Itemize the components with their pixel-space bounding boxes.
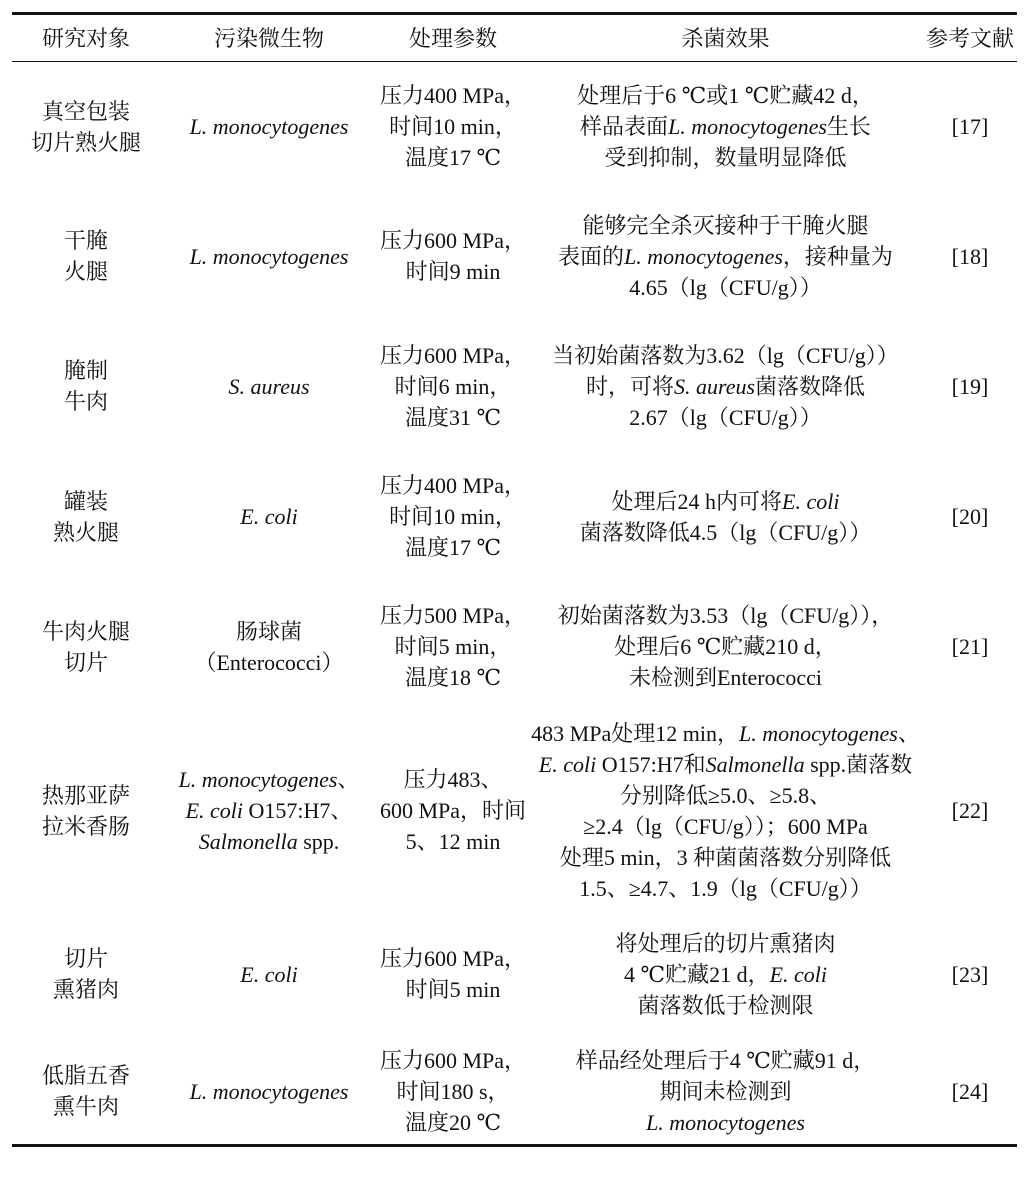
cell-microbe (160, 910, 378, 1039)
cell-line: 热那亚萨 (41, 782, 130, 808)
table-row (12, 1039, 1017, 1146)
species-name: E. coli (538, 751, 597, 777)
cell-effect (528, 321, 923, 452)
cell-line: 时间180 s， (396, 1078, 510, 1104)
text-segment: 菌落数降低 (755, 373, 866, 399)
species-name: E. coli (782, 488, 840, 514)
cell-params (378, 321, 528, 452)
cell-line (530, 402, 921, 433)
text-segment: 、 (337, 767, 360, 792)
cell-line (162, 647, 376, 678)
cell-line (530, 371, 921, 402)
cell-line: 切片 (63, 649, 108, 675)
text-segment: 未检测到Enterococci (628, 665, 823, 690)
cell-line (530, 600, 921, 631)
cell-reference: [21] (951, 634, 989, 659)
text-segment: 处理后于6 ℃或1 ℃贮藏42 d， (577, 83, 874, 109)
cell-line: 低脂五香 (41, 1063, 130, 1089)
cell-params (378, 192, 528, 321)
cell-microbe (160, 192, 378, 321)
cell-line: 压力600 MPa， (380, 1047, 527, 1073)
header-effect: 杀菌效果 (528, 14, 923, 62)
text-segment: 样品表面 (580, 114, 669, 140)
species-name: E. coli (185, 798, 244, 823)
cell-line: 压力400 MPa， (380, 83, 527, 109)
cell-line (530, 272, 921, 303)
table-row (12, 62, 1017, 192)
cell-line: 温度17 ℃ (404, 145, 502, 171)
cell-microbe (160, 712, 378, 910)
cell-line: 压力600 MPa， (380, 228, 527, 253)
cell-effect (528, 452, 923, 582)
cell-line: 温度18 ℃ (404, 665, 502, 690)
species-name: L. monocytogenes (738, 720, 898, 746)
cell-line: 压力483、 (403, 767, 503, 792)
text-segment: 表面的 (558, 243, 625, 269)
cell-line (530, 1045, 921, 1076)
cell-line: 时间9 min (405, 259, 501, 284)
cell-line (530, 811, 921, 842)
header-row (12, 14, 1017, 62)
text-segment: 4.65（lg（CFU/g）） (629, 274, 822, 300)
cell-line (162, 241, 376, 272)
cell-reference: [20] (951, 504, 989, 529)
text-segment: 期间未检测到 (659, 1078, 792, 1104)
species-name: Salmonella (198, 829, 298, 854)
cell-line: 罐装 (63, 488, 108, 514)
cell-line (530, 631, 921, 662)
text-segment: 样品经处理后于4 ℃贮藏91 d， (575, 1047, 876, 1073)
species-name: S. aureus (228, 373, 310, 399)
species-name: L. monocytogenes (668, 114, 827, 140)
cell-effect (528, 712, 923, 910)
species-name: L. monocytogenes (646, 1109, 805, 1135)
text-segment: 、 (897, 720, 920, 746)
cell-params (378, 582, 528, 712)
cell-line: 压力600 MPa， (380, 342, 527, 368)
cell-effect (528, 582, 923, 712)
cell-line (162, 1076, 376, 1107)
cell-params (378, 712, 528, 910)
cell-line (162, 959, 376, 990)
text-segment: 处理后24 h内可将 (611, 488, 783, 514)
text-segment: 生长 (826, 114, 871, 140)
cell-line: 时间10 min， (389, 114, 517, 140)
cell-line: 干腌 (63, 228, 108, 253)
cell-subject (12, 452, 160, 582)
text-segment: 分别降低≥5.0、≥5.8、 (619, 782, 832, 808)
text-segment: 初始菌落数为3.53（lg（CFU/g））， (557, 603, 894, 628)
cell-line: 时间10 min， (389, 504, 517, 529)
cell-line (530, 340, 921, 371)
cell-line (530, 842, 921, 873)
cell-line: 腌制 (63, 358, 108, 383)
cell-line: 温度17 ℃ (404, 535, 502, 560)
species-name: E. coli (240, 961, 298, 987)
cell-line: 切片 (63, 946, 108, 971)
text-segment: O157:H7和 (596, 751, 706, 777)
cell-line: 熏牛肉 (52, 1094, 119, 1120)
table-row (12, 192, 1017, 321)
cell-line: 真空包装 (41, 98, 130, 124)
species-name: L. monocytogenes (178, 767, 338, 792)
cell-line: 5、12 min (405, 829, 501, 854)
cell-subject (12, 582, 160, 712)
species-name: E. coli (769, 961, 828, 987)
text-segment: 肠球菌 (235, 618, 302, 644)
cell-line: 时间6 min， (394, 373, 512, 399)
text-segment: 4 ℃贮藏21 d， (623, 961, 770, 987)
cell-line: 压力400 MPa， (380, 473, 527, 498)
cell-line (162, 111, 376, 142)
header-reference: 参考文献 (923, 14, 1017, 62)
cell-reference: [17] (951, 114, 989, 140)
cell-line (530, 749, 921, 780)
cell-line (530, 990, 921, 1021)
text-segment: 483 MPa处理12 min， (531, 720, 739, 746)
cell-line: 拉米香肠 (41, 813, 130, 839)
text-segment: 处理5 min，3 种菌菌落数分别降低 (559, 844, 892, 870)
table-row (12, 452, 1017, 582)
text-segment: spp.菌落数 (804, 751, 913, 777)
text-segment: 处理后6 ℃贮藏210 d， (614, 634, 837, 659)
text-segment: 将处理后的切片熏猪肉 (615, 930, 836, 956)
cell-line: 温度20 ℃ (404, 1109, 502, 1135)
cell-line (530, 780, 921, 811)
cell-line: 切片熟火腿 (30, 129, 141, 155)
cell-subject (12, 1039, 160, 1146)
cell-microbe (160, 1039, 378, 1146)
text-segment: spp. (297, 829, 340, 854)
cell-line (530, 662, 921, 693)
table-row (12, 910, 1017, 1039)
species-name: L. monocytogenes (189, 1078, 349, 1104)
species-name: Salmonella (705, 751, 805, 777)
cell-line (530, 80, 921, 111)
text-segment: 时，可将 (585, 373, 674, 399)
text-segment: ≥2.4（lg（CFU/g））；600 MPa (583, 813, 868, 839)
cell-line (530, 959, 921, 990)
text-segment: 受到抑制，数量明显降低 (604, 145, 847, 171)
table-body (12, 62, 1017, 1146)
text-segment: 菌落数低于检测限 (637, 992, 814, 1018)
cell-reference: [19] (951, 373, 989, 399)
cell-microbe (160, 582, 378, 712)
cell-line (530, 142, 921, 173)
table-row (12, 321, 1017, 452)
cell-subject (12, 712, 160, 910)
cell-line (530, 1107, 921, 1138)
table-row (12, 582, 1017, 712)
cell-params (378, 910, 528, 1039)
cell-line (162, 826, 376, 857)
header-params: 处理参数 (378, 14, 528, 62)
cell-line: 火腿 (63, 259, 108, 284)
cell-line (162, 764, 376, 795)
cell-reference: [23] (951, 961, 989, 987)
cell-line (530, 486, 921, 517)
cell-effect (528, 1039, 923, 1146)
cell-line: 压力500 MPa， (380, 603, 527, 628)
cell-line (530, 111, 921, 142)
species-name: S. aureus (673, 373, 756, 399)
cell-line (530, 928, 921, 959)
cell-line (162, 616, 376, 647)
text-segment: 当初始菌落数为3.62（lg（CFU/g）） (552, 342, 899, 368)
data-table (12, 12, 1017, 1147)
cell-line (530, 241, 921, 272)
cell-line: 温度31 ℃ (404, 404, 502, 430)
species-name: L. monocytogenes (189, 114, 349, 140)
cell-subject (12, 910, 160, 1039)
cell-microbe (160, 321, 378, 452)
header-subject: 研究对象 (12, 14, 160, 62)
cell-line: 时间5 min， (394, 634, 512, 659)
species-name: E. coli (240, 504, 298, 529)
text-segment: ，接种量为 (782, 243, 893, 269)
cell-subject (12, 62, 160, 192)
cell-subject (12, 192, 160, 321)
cell-params (378, 62, 528, 192)
cell-microbe (160, 62, 378, 192)
cell-line (530, 517, 921, 548)
text-segment: 2.67（lg（CFU/g）） (629, 404, 822, 430)
cell-line: 熟火腿 (52, 519, 119, 545)
species-name: L. monocytogenes (189, 243, 349, 269)
text-segment: 1.5、≥4.7、1.9（lg（CFU/g）） (579, 875, 872, 901)
text-segment: （Enterococci） (194, 649, 344, 675)
cell-line: 牛肉 (63, 389, 108, 414)
cell-line: 牛肉火腿 (41, 618, 130, 644)
cell-effect (528, 192, 923, 321)
cell-line (162, 501, 376, 532)
header-microbe: 污染微生物 (160, 14, 378, 62)
cell-effect (528, 910, 923, 1039)
cell-reference: [24] (951, 1078, 989, 1104)
cell-effect (528, 62, 923, 192)
cell-microbe (160, 452, 378, 582)
text-segment: 能够完全杀灭接种于干腌火腿 (582, 212, 869, 238)
cell-line (530, 718, 921, 749)
cell-params (378, 452, 528, 582)
cell-line: 压力600 MPa， (380, 946, 527, 971)
text-segment: 菌落数降低4.5（lg（CFU/g）） (579, 519, 872, 545)
cell-reference: [18] (951, 243, 989, 269)
cell-line (530, 210, 921, 241)
cell-line (162, 371, 376, 402)
cell-params (378, 1039, 528, 1146)
cell-reference: [22] (951, 798, 989, 823)
table-row (12, 712, 1017, 910)
text-segment: O157:H7、 (243, 798, 353, 823)
cell-line: 熏猪肉 (52, 977, 119, 1002)
cell-line: 时间5 min (405, 977, 501, 1002)
cell-line (162, 795, 376, 826)
cell-line (530, 873, 921, 904)
cell-line: 600 MPa，时间 (380, 798, 527, 823)
cell-line (530, 1076, 921, 1107)
species-name: L. monocytogenes (624, 243, 783, 269)
cell-subject (12, 321, 160, 452)
